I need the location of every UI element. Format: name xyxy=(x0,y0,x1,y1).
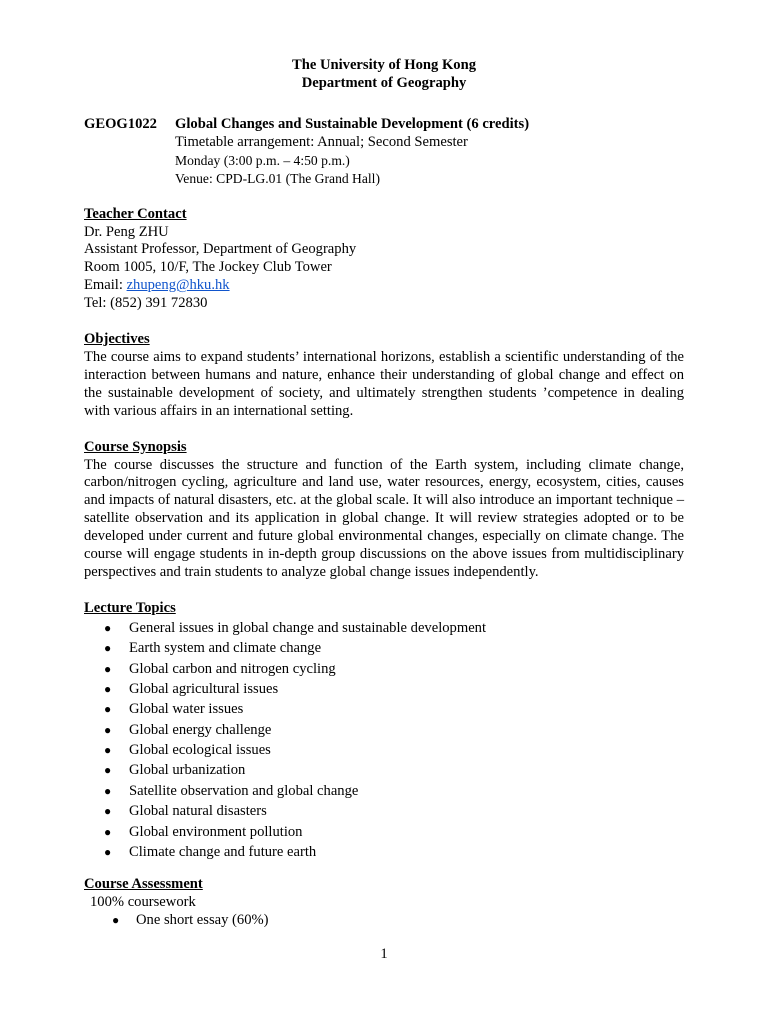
topic-label: Satellite observation and global change xyxy=(129,782,359,799)
department-name: Department of Geography xyxy=(301,75,467,91)
list-item xyxy=(84,842,684,862)
course-info xyxy=(175,116,684,188)
topic-label: Global urbanization xyxy=(129,762,246,779)
course-block xyxy=(84,116,684,188)
objectives-text: The course aims to expand students’ international horizons, establish a scientific understanding of the interaction between humans and nature, enhance their understanding of global change and effect on the sustainable development of society, and ultimately strengthen students ’competence in dealing with various affairs in an international setting. xyxy=(84,348,684,419)
list-item xyxy=(84,638,684,658)
topic-label: Global agricultural issues xyxy=(129,680,279,697)
topic-label: Global natural disasters xyxy=(129,803,267,820)
bullet-icon: ● xyxy=(104,641,112,656)
list-item xyxy=(84,618,684,638)
document-page xyxy=(84,56,684,930)
email-link[interactable]: zhupeng@hku.hk xyxy=(126,277,230,294)
page-number: 1 xyxy=(380,946,388,962)
topic-label: General issues in global change and sustainable development xyxy=(129,619,487,636)
teacher-email-line xyxy=(84,277,684,295)
list-item xyxy=(84,801,684,821)
bullet-icon: ● xyxy=(104,681,112,696)
topic-label: Earth system and climate change xyxy=(129,640,322,657)
list-item xyxy=(84,912,684,930)
assessment-summary: 100% coursework xyxy=(90,894,196,911)
list-item xyxy=(84,781,684,801)
list-item xyxy=(84,822,684,842)
bullet-icon: ● xyxy=(104,620,112,635)
synopsis-heading: Course Synopsis xyxy=(84,438,187,455)
topic-label: Global ecological issues xyxy=(129,742,271,759)
assessment-item-label: One short essay (60%) xyxy=(136,912,269,929)
bullet-icon: ● xyxy=(112,913,120,928)
bullet-icon: ● xyxy=(104,743,112,758)
objectives-heading: Objectives xyxy=(84,331,150,348)
course-timetable: Timetable arrangement: Annual; Second Semester xyxy=(175,133,468,150)
university-name: The University of Hong Kong xyxy=(291,57,477,73)
list-item xyxy=(84,720,684,740)
bullet-icon: ● xyxy=(104,783,112,798)
bullet-icon: ● xyxy=(104,824,112,839)
bullet-icon: ● xyxy=(104,845,112,860)
course-time: Monday (3:00 p.m. – 4:50 p.m.) xyxy=(175,152,350,168)
topic-label: Global energy challenge xyxy=(129,721,272,738)
email-label: Email: xyxy=(84,277,127,294)
topic-label: Climate change and future earth xyxy=(129,844,317,861)
teacher-room: Room 1005, 10/F, The Jockey Club Tower xyxy=(84,259,332,276)
synopsis-text: The course discusses the structure and function of the Earth system, including climate change, carbon/nitrogen cycling, agriculture and land use, water resources, energy, ecosystem, cities, causes and impacts of natural disasters, etc. at the global scale. It will also introduce an important technique – satellite observation and its application in global change. It will review strategies adopted or to be developed under current and future global environmental changes, especially on climate change. The course will engage students in in-depth group discussions on the above issues from multidisciplinary perspectives and train students to analyze global change issues independently. xyxy=(84,456,684,580)
list-item xyxy=(84,740,684,760)
lecture-topics-list xyxy=(84,618,684,863)
list-item xyxy=(84,679,684,699)
lecture-topics-heading: Lecture Topics xyxy=(84,599,176,616)
assessment-list xyxy=(84,912,684,930)
topic-label: Global environment pollution xyxy=(129,823,303,840)
teacher-name: Dr. Peng ZHU xyxy=(84,223,169,240)
list-item xyxy=(84,760,684,780)
bullet-icon: ● xyxy=(104,804,112,819)
bullet-icon: ● xyxy=(104,722,112,737)
bullet-icon: ● xyxy=(104,702,112,717)
list-item xyxy=(84,659,684,679)
topic-label: Global carbon and nitrogen cycling xyxy=(129,660,336,677)
assessment-heading: Course Assessment xyxy=(84,876,203,893)
bullet-icon: ● xyxy=(104,763,112,778)
course-code: GEOG1022 xyxy=(84,116,157,132)
teacher-position: Assistant Professor, Department of Geography xyxy=(84,241,357,258)
bullet-icon: ● xyxy=(104,661,112,676)
teacher-tel: Tel: (852) 391 72830 xyxy=(84,295,208,312)
topic-label: Global water issues xyxy=(129,701,244,718)
list-item xyxy=(84,699,684,719)
teacher-contact-heading: Teacher Contact xyxy=(84,205,187,222)
course-venue: Venue: CPD-LG.01 (The Grand Hall) xyxy=(175,170,380,186)
course-title: Global Changes and Sustainable Development (6 credits) xyxy=(175,116,530,132)
